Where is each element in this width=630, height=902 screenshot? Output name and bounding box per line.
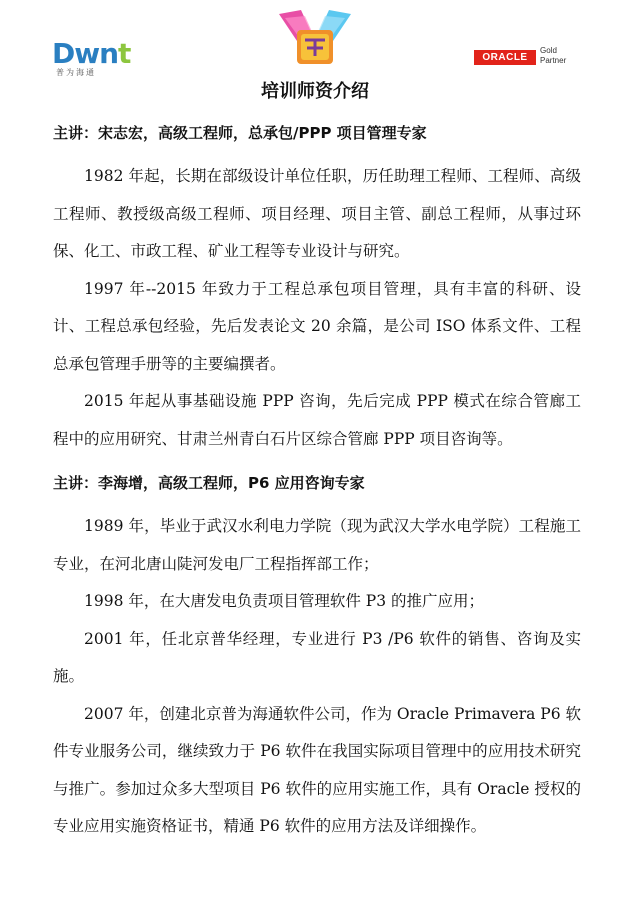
speaker-paragraph: 2007 年，创建北京普为海通软件公司，作为 Oracle Primavera P6 软件专业服务公司，继续致力于 P6 软件在我国实际项目管理中的应用技术研究与推广。参加过众多大型项目 P6 软件的应用实施工作，具有 Oracle 授权的专业应用实施资格证书，精通 P6 软件的应用方法及详细操作。: [53, 704, 581, 835]
speaker-paragraph: 2015 年起从事基础设施 PPP 咨询，先后完成 PPP 模式在综合管廊工程中的应用研究、甘肃兰州青白石片区综合管廊 PPP 项目咨询等。: [53, 392, 581, 448]
pwnt-logo-tagline: 普为海通: [56, 68, 96, 77]
oracle-gold-label: Gold: [540, 46, 557, 55]
speaker-heading: 主讲：宋志宏，高级工程师，总承包/PPP 项目管理专家: [53, 124, 427, 142]
document-body: [53, 122, 581, 846]
speaker-paragraph: 2001 年，任北京普华经理，专业进行 P3 /P6 软件的销售、咨询及实施。: [53, 629, 581, 685]
speaker-heading: 主讲：李海增，高级工程师，P6 应用咨询专家: [53, 474, 365, 492]
speaker-paragraph: 1998 年，在大唐发电负责项目管理软件 P3 的推广应用；: [84, 592, 485, 610]
oracle-gold-partner-logo: [474, 46, 574, 72]
speaker-paragraph: 1997 年--2015 年致力于工程总承包项目管理，具有丰富的科研、设计、工程总承包经验，先后发表论文 20 余篇，是公司 ISO 体系文件、工程总承包管理手册等的主要编撰者。: [53, 279, 581, 373]
page-title: 培训师资介绍: [261, 81, 369, 102]
speaker-paragraph: 1982 年起，长期在部级设计单位任职，历任助理工程师、工程师、高级工程师、教授级高级工程师、项目经理、项目主管、副总工程师，从事过环保、化工、市政工程、矿业工程等专业设计与研究。: [53, 167, 581, 260]
pwnt-logo: [52, 37, 152, 77]
speaker-paragraph: 1989 年，毕业于武汉水利电力学院（现为武汉大学水电学院）工程施工专业，在河北唐山陡河发电厂工程指挥部工作；: [53, 517, 581, 573]
oracle-brand: ORACLE: [474, 50, 536, 65]
oracle-partner-label: Partner: [540, 56, 567, 65]
pwnt-logo-word: Dwn: [52, 37, 119, 70]
pwnt-logo-accent: t: [118, 37, 131, 70]
training-logo-icon: [275, 8, 355, 70]
speaker-block-2: [53, 472, 581, 846]
speaker-block-1: [53, 122, 581, 458]
page-header: [0, 0, 630, 80]
